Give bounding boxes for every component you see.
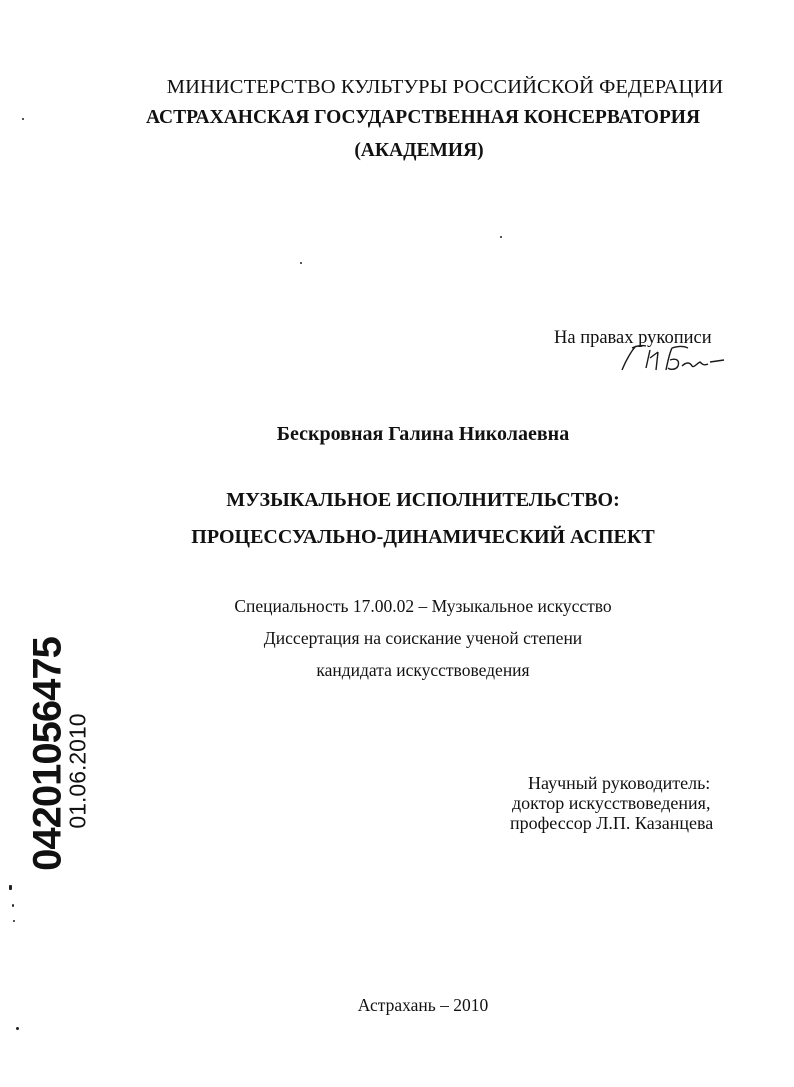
scan-speck [16, 1027, 19, 1030]
degree-line: кандидата искусствоведения [316, 660, 530, 680]
stamp-number-text: 04201056475 [25, 637, 70, 871]
scan-speck [500, 236, 502, 238]
library-stamp-date [64, 712, 92, 830]
scan-speck [13, 920, 15, 922]
supervisor-title: доктор искусствоведения, [512, 793, 711, 813]
signature-icon [618, 340, 728, 376]
scan-speck [300, 262, 302, 264]
scan-speck [22, 118, 24, 120]
author-name: Бескровная Галина Николаевна [276, 423, 570, 445]
stamp-date-text: 01.06.2010 [64, 713, 91, 829]
specialty-line: Специальность 17.00.02 – Музыкальное искусство [234, 596, 612, 616]
ministry-heading: МИНИСТЕРСТВО КУЛЬТУРЫ РОССИЙСКОЙ ФЕДЕРАЦИИ [166, 76, 724, 98]
city-year: Астрахань – 2010 [357, 995, 489, 1015]
supervisor-name: профессор Л.П. Казанцева [510, 813, 714, 833]
dissertation-type-line: Диссертация на соискание ученой степени [263, 628, 583, 648]
institution-heading: АСТРАХАНСКАЯ ГОСУДАРСТВЕННАЯ КОНСЕРВАТОРИЯ [145, 107, 701, 128]
scan-speck [9, 885, 12, 890]
institution-note: (АКАДЕМИЯ) [354, 140, 484, 161]
dissertation-title-line-2: ПРОЦЕССУАЛЬНО-ДИНАМИЧЕСКИЙ АСПЕКТ [191, 526, 655, 548]
supervisor-label: Научный руководитель: [528, 773, 711, 793]
dissertation-title-line-1: МУЗЫКАЛЬНОЕ ИСПОЛНИТЕЛЬСТВО: [226, 489, 620, 511]
manuscript-note: На правах рукописи [554, 328, 712, 348]
scan-speck [12, 904, 14, 907]
